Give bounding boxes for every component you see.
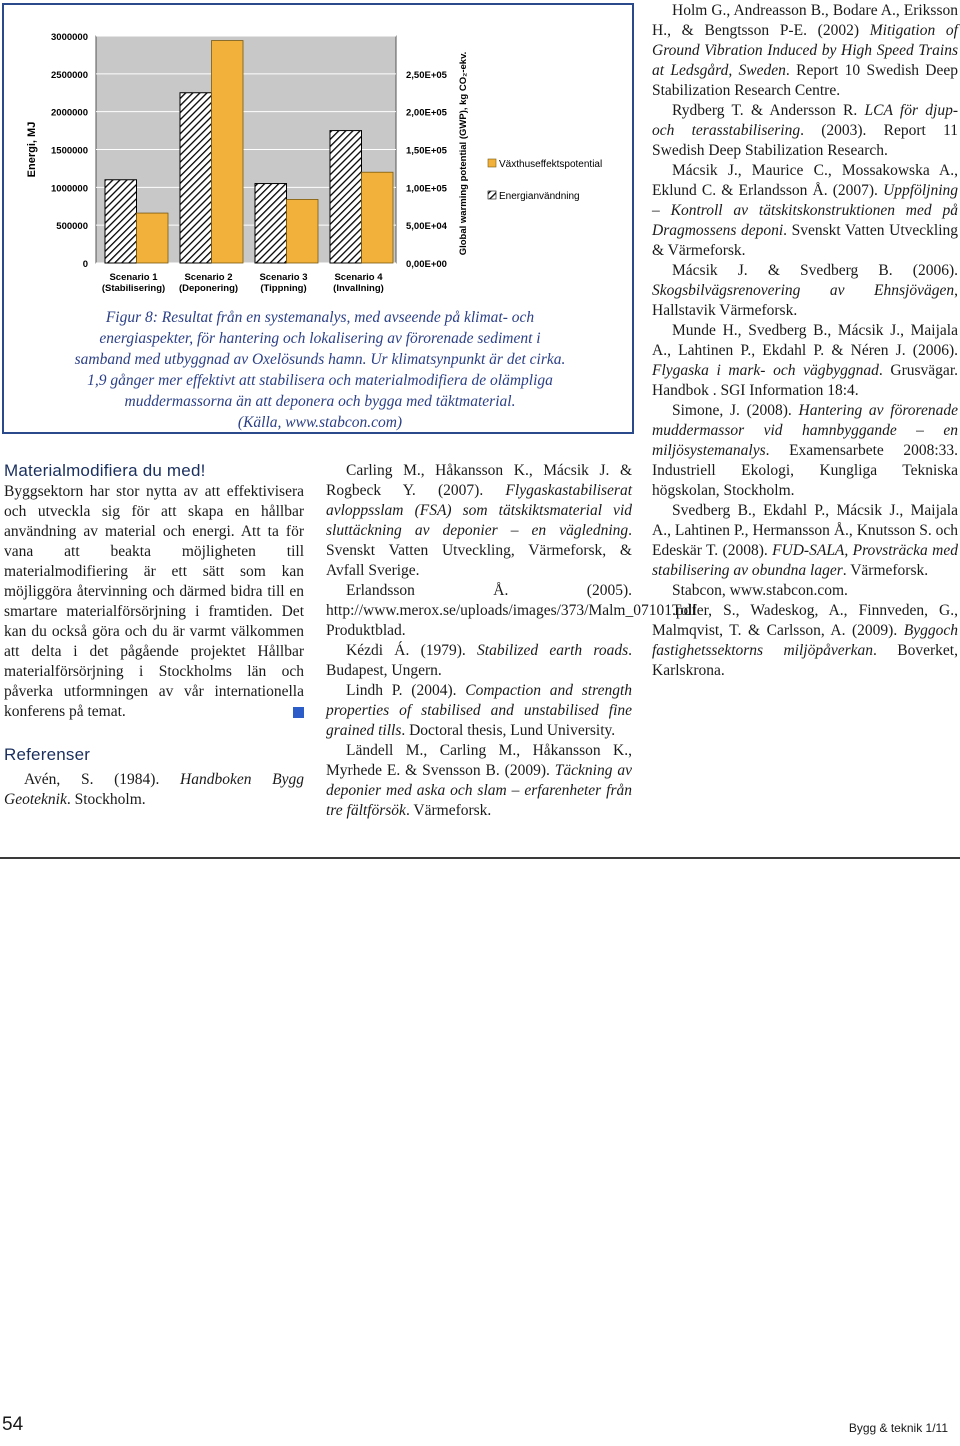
end-of-article-icon [293, 707, 304, 718]
y-tick-label: 2000000 [51, 107, 88, 119]
y2-tick-label: 2,00E+05 [406, 107, 447, 119]
x-tick-label: (Tippning) [260, 283, 307, 294]
reference-authors: Ländell M., Carling M., Håkansson K., Myrhede E. & Svensson B. (2009). [326, 742, 632, 779]
reference-authors: Munde H., Svedberg B., Mácsik J., Maijala A., Lahtinen P., Ekdahl P. & Néren J. (2006). [652, 322, 958, 359]
reference-entry [652, 101, 958, 161]
legend-swatch-gwp [488, 159, 496, 167]
y2-tick-label: 1,00E+05 [406, 183, 447, 195]
reference-source: . Report 10 Swedish Deep Stabilization Research Centre. [652, 62, 958, 99]
y2-tick-label: 2,50E+05 [406, 69, 447, 81]
footer-rule [0, 857, 960, 859]
reference-title: Handboken Bygg Geoteknik [4, 771, 304, 808]
reference-authors: Avén, S. (1984). [24, 771, 181, 788]
y-tick-label: 3000000 [51, 32, 88, 43]
caption-line: samband med utbyggnad av Oxelösunds hamn. Ur klimatsynpunkt är det cirka. [74, 351, 566, 368]
y-tick-label: 1000000 [51, 183, 88, 195]
x-tick-label: (Stabilisering) [101, 283, 166, 294]
bar-energy [255, 184, 287, 263]
reference-source: . Budapest, Ungern. [326, 642, 632, 679]
reference-source: . Boverket, Karlskrona. [652, 642, 958, 679]
reference-authors: Mácsik J., Maurice C., Mossakowska A., Eklund C. & Erlandsson Å. (2007). [652, 162, 958, 199]
reference-authors: Svedberg B., Ekdahl P., Mácsik J., Maijala A., Lahtinen P., Hermansson Å., Knutsson S. och Edeskär T. (2008). [652, 502, 958, 559]
reference-list [4, 770, 304, 810]
reference-title: Mitigation of Ground Vibration Induced by High Speed Trains at Ledsgård, Sweden [652, 22, 958, 79]
y2-tick-label: 5,00E+04 [406, 221, 447, 233]
reference-entry [652, 1, 958, 101]
page-number: 54 [2, 1414, 24, 1435]
reference-entry [326, 641, 632, 681]
reference-authors: Carling M., Håkansson K., Mácsik J. & Rogbeck Y. (2007). [326, 462, 632, 499]
bar-energy [105, 180, 137, 263]
bar-gwp [137, 213, 169, 263]
reference-list [652, 1, 958, 681]
y2-tick-label: 1,50E+05 [406, 145, 447, 157]
reference-source: . Grusvägar. Handbok . SGI Information 18:4. [652, 362, 958, 399]
x-tick-label: Scenario 4 [334, 272, 383, 283]
column-1 [4, 460, 304, 810]
reference-entry [326, 741, 632, 821]
reference-source: . Värmeforsk. [842, 562, 929, 579]
bar-energy [330, 131, 362, 263]
reference-authors: Rydberg T. & Andersson R. [672, 102, 865, 119]
reference-title: Compaction and strength properties of stabilised and unstabilised fine grained tills [326, 682, 632, 739]
reference-source: . Doctoral thesis, Lund University. [401, 722, 616, 739]
reference-source: . Svenskt Vatten Utveckling, Värmeforsk, & Avfall Sverige. [326, 522, 632, 579]
y2-tick-label: 0,00E+00 [406, 259, 447, 270]
reference-title: Byggoch fastighetssektorns miljöpåverkan [652, 622, 958, 659]
reference-source: . Värmeforsk. [405, 802, 492, 819]
y-axis-title: Energi, MJ [26, 121, 38, 178]
reference-title: Stabilized earth roads [477, 642, 629, 659]
reference-title: FUD-SALA, Provsträcka med stabilisering av obundna lager [652, 542, 958, 579]
reference-list [326, 461, 697, 821]
bar-gwp [212, 41, 244, 263]
reference-entry [326, 461, 632, 581]
reference-title: LCA för djup- och terasstabilisering [652, 102, 959, 139]
y2-axis-title: Global warming potential (GWP), kg CO₂-ekv. [458, 51, 469, 256]
reference-entry [652, 321, 958, 401]
column-2 [326, 461, 697, 821]
legend-swatch-energy [488, 191, 496, 199]
caption-line: muddermassorna än att deponera och bygga med täktmaterial. [124, 393, 516, 410]
reference-title: Hantering av förorenade muddermassor vid hamnbyggande – en miljösystemanalys [652, 402, 959, 459]
reference-authors: Kézdi Á. (1979). [346, 642, 478, 659]
reference-title: Flygaska i mark- och vägbyggnad [652, 362, 879, 379]
reference-authors: Lindh P. (2004). [346, 682, 466, 699]
section-heading: Materialmodifiera du med! [4, 461, 206, 480]
y-tick-label: 500000 [56, 221, 88, 233]
y-tick-label: 1500000 [51, 145, 88, 157]
reference-source: . Stockholm. [66, 791, 146, 808]
caption-line: (Källa, www.stabcon.com) [237, 414, 403, 431]
reference-source: , Hallstavik Värmeforsk. [652, 282, 958, 319]
bar-gwp [287, 199, 319, 263]
reference-entry [652, 501, 958, 581]
reference-source: . Examensarbete 2008:33. Industriell Ekologi, Kungliga Tekniska högskolan, Stockholm. [652, 442, 958, 499]
x-tick-label: (Deponering) [178, 283, 239, 294]
reference-source: . Svenskt Vatten Utveckling & Värmeforsk. [652, 222, 958, 259]
x-tick-label: Scenario 3 [259, 272, 308, 283]
x-tick-label: (Invallning) [333, 283, 384, 294]
reference-entry [652, 401, 958, 501]
reference-entry [652, 261, 958, 321]
reference-entry [326, 681, 632, 741]
reference-title: Täckning av deponier med aska och slam – erfarenheter från tre fältförsök [326, 762, 632, 819]
reference-authors: Stabcon, www.stabcon.com. [672, 582, 848, 599]
reference-authors: Mácsik J. & Svedberg B. (2006). [672, 262, 958, 279]
caption-line: energiaspekter, för hantering och lokalisering av förorenade sediment i [99, 330, 541, 347]
legend-label-gwp: Växthuseffektspotential [499, 159, 603, 170]
reference-authors: Toller, S., Wadeskog, A., Finnveden, G., Malmqvist, T. & Carlsson, A. (2009). [652, 602, 958, 639]
reference-authors: Erlandsson Å. (2005). http://www.merox.se/uploads/images/373/Malm_07101.pdf Produktblad. [326, 582, 697, 639]
reference-entry [326, 581, 697, 641]
y-tick-label: 0 [82, 259, 88, 270]
legend-label-energy: Energianvändning [499, 191, 580, 202]
x-tick-label: Scenario 1 [109, 272, 158, 283]
bar-energy [180, 93, 212, 263]
reference-entry [652, 601, 958, 681]
article-body-text: Byggsektorn har stor nytta av att effektivisera och utveckla sig för att skapa en hållbar användning av material och energi. Att ta för vana att beakta möjligheten till materialmodifiering är ett sätt som kan möjliggöra återvinning och därmed bidra till en smartare materialförsörjning i framtiden. Det kan du också göra och du är varmt välkommen att delta i det pågående projektet Hållbar materialförsörjning i Stockholms län och påverka utformningen av vår internationella konferens på temat. [4, 483, 304, 720]
article-body [4, 482, 304, 722]
figure-caption [16, 307, 624, 433]
column-3 [652, 1, 958, 681]
bar-gwp [362, 172, 394, 263]
references-heading: Referenser [4, 745, 91, 764]
reference-source: . (2003). Report 11 Swedish Deep Stabilization Research. [652, 122, 959, 159]
reference-entry [652, 161, 958, 261]
caption-line: 1,9 gånger mer effektivt att stabilisera och materialmodifiera de olämpliga [87, 372, 553, 389]
y-tick-label: 2500000 [51, 69, 88, 81]
figure-box [2, 3, 634, 434]
reference-authors: Holm G., Andreasson B., Bodare A., Eriksson H., & Bengtsson P-E. (2002) [652, 2, 958, 39]
x-tick-label: Scenario 2 [184, 272, 233, 283]
reference-entry [4, 770, 304, 810]
journal-issue: Bygg & teknik 1/11 [848, 1421, 948, 1435]
reference-title: Skogsbilvägsrenovering av Ehnsjövägen [652, 282, 955, 299]
bar-chart [4, 5, 632, 305]
reference-authors: Simone, J. (2008). [672, 402, 799, 419]
reference-title: Flygaskastabiliserat avloppsslam (FSA) som tätskiktsmaterial vid sluttäckning av deponier – en vägledning [326, 482, 632, 539]
caption-line: Figur 8: Resultat från en systemanalys, med avseende på klimat- och [105, 309, 535, 326]
reference-title: Uppföljning – Kontroll av tätskitskonstruktionen med på Dragmossens deponi [652, 182, 958, 239]
reference-entry [652, 581, 958, 601]
